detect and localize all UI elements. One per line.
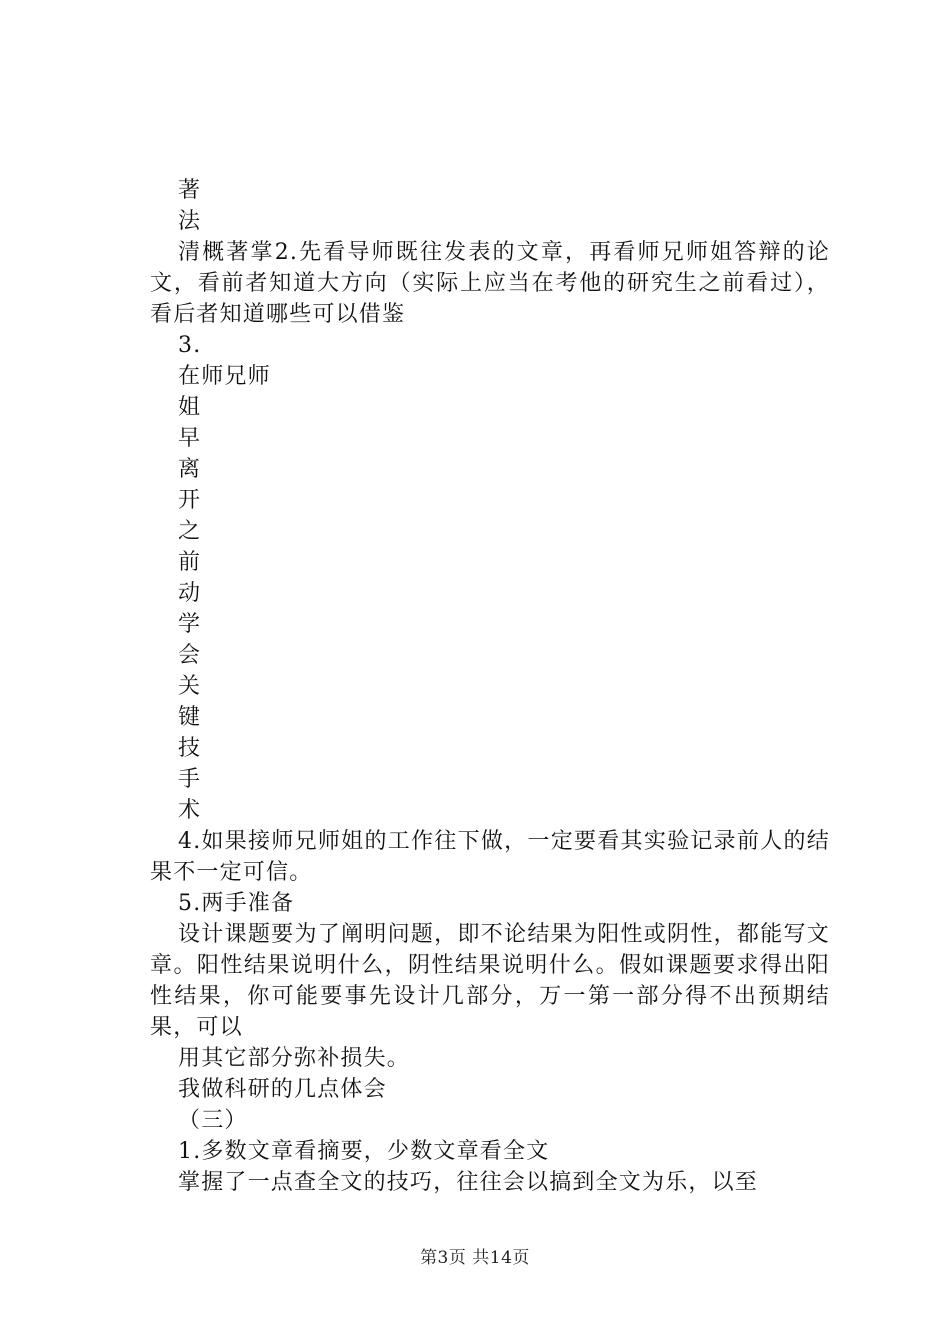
paragraph-item-4: 4.如果接师兄师姐的工作往下做，一定要看其实验记录前人的结果不一定可信。 (150, 829, 830, 885)
paragraph-last: 掌握了一点查全文的技巧，往往会以搞到全文为乐，以至 (178, 1170, 759, 1195)
section-subheading: （三） (178, 1108, 248, 1133)
paragraph-design: 设计课题要为了阐明问题，即不论结果为阳性或阴性，都能写文章。阳性结果说明什么，阴性结果说明什么。假如课题要求得出阳性结果，你可能要事先设计几部分，万一第一部分得不出预期结果，可以 (150, 922, 830, 1040)
text-line: 动 (178, 581, 202, 606)
text-line: 术 (178, 798, 202, 823)
text-line: 离 (178, 457, 202, 482)
text-line: 技 (178, 736, 202, 761)
text-line: 著 (178, 178, 202, 203)
text-line: 用其它部分弥补损失。 (178, 1046, 411, 1071)
text-line: 法 (178, 209, 202, 234)
item-3-number: 3. (178, 333, 202, 358)
text-line: 键 (178, 705, 202, 730)
text-line: 关 (178, 674, 202, 699)
text-line: 前 (178, 550, 202, 575)
section-heading: 我做科研的几点体会 (178, 1077, 387, 1102)
text-line: 会 (178, 643, 202, 668)
text-line: 姐 (178, 395, 202, 420)
text-line: 在师兄师 (178, 364, 271, 389)
item-5-heading: 5.两手准备 (178, 891, 295, 916)
text-line: 手 (178, 767, 202, 792)
paragraph-item-2: 清概著掌2.先看导师既往发表的文章，再看师兄师姐答辩的论文，看前者知道大方向（实际上应当在考他的研究生之前看过），看后者知道哪些可以借鉴 (150, 240, 830, 327)
document-body (150, 175, 830, 1198)
text-line: 之 (178, 519, 202, 544)
text-line: 学 (178, 612, 202, 637)
text-line: 早 (178, 426, 202, 451)
item-1-heading: 1.多数文章看摘要，少数文章看全文 (178, 1139, 550, 1164)
text-line: 开 (178, 488, 202, 513)
page-number-footer: 第3页 共14页 (420, 1248, 530, 1268)
